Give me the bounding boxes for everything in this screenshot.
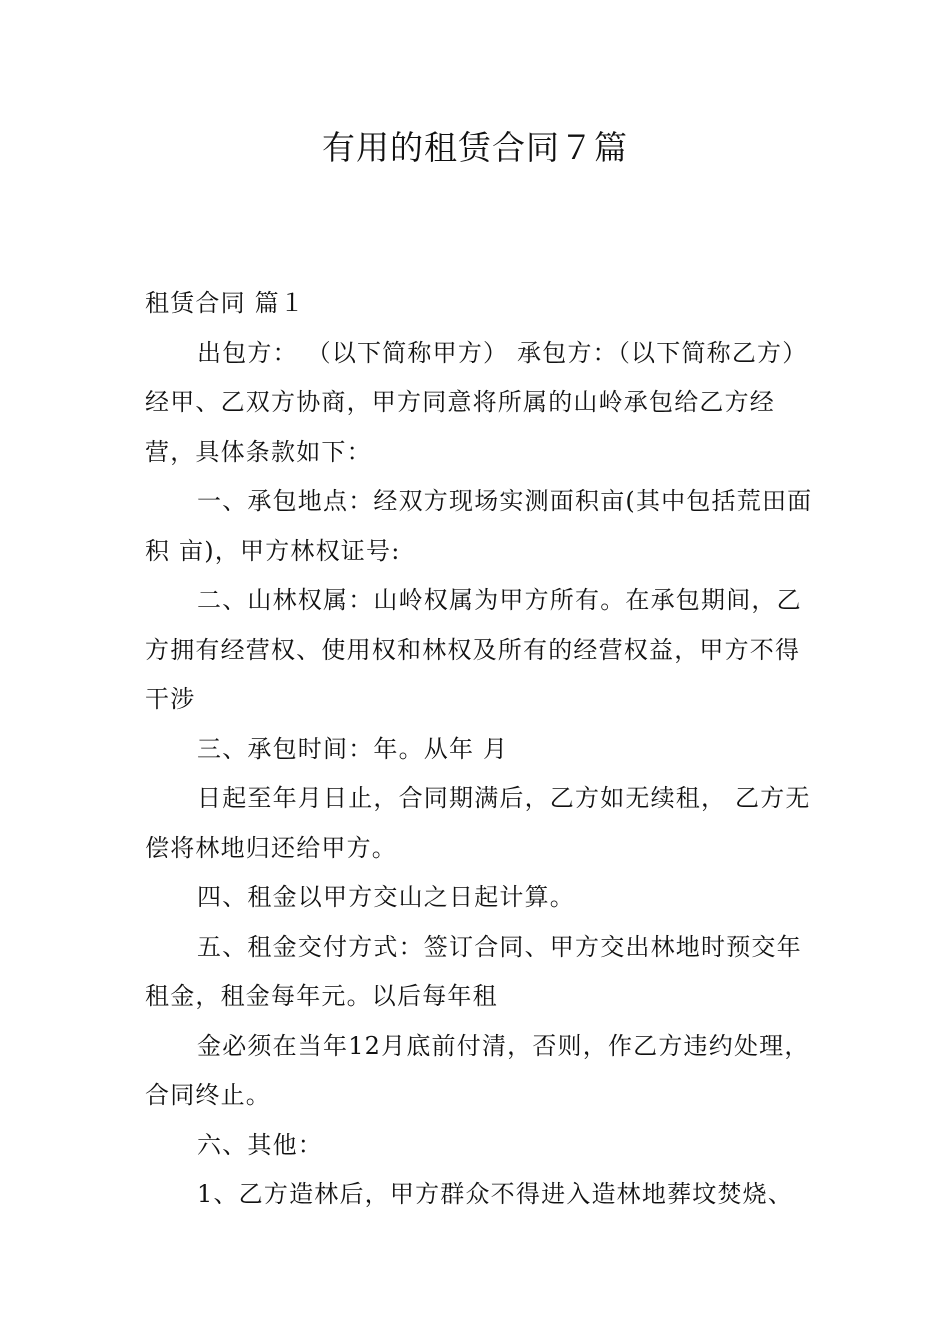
paragraph-parties: 出包方： （以下简称甲方） 承包方：（以下简称乙方）经甲、乙双方协商，甲方同意将所属的山岭承包给乙方经营，具体条款如下： <box>145 338 808 466</box>
document-body <box>145 279 813 1220</box>
section-heading: 租赁合同 篇１ <box>145 289 306 317</box>
paragraph-clause-6-other: 六、其他： <box>197 1130 323 1159</box>
document-title: 有用的租赁合同７篇 <box>322 128 628 167</box>
paragraph-clause-6-item-1: 1、乙方造林后，甲方群众不得进入造林地葬坟焚烧、 <box>197 1180 794 1208</box>
paragraph-clause-1-location: 一、承包地点：经双方现场实测面积亩(其中包括荒田面积 亩)，甲方林权证号: <box>145 487 813 565</box>
paragraph-clause-3-term: 三、承包时间：年。从年 月 <box>197 734 509 763</box>
paragraph-clause-4-rent-start: 四、租金以甲方交山之日起计算。 <box>197 883 575 911</box>
paragraph-clause-2-ownership: 二、山林权属：山岭权属为甲方所有。在承包期间，乙方拥有经营权、使用权和林权及所有的经营权益，甲方不得干涉 <box>145 586 802 713</box>
paragraph-clause-3-term-cont: 日起至年月日止，合同期满后，乙方如无续租， 乙方无偿将林地归还给甲方。 <box>145 784 811 862</box>
paragraph-clause-5-payment-cont: 金必须在当年12月底前付清，否则，作乙方违约处理，合同终止。 <box>145 1031 810 1109</box>
paragraph-clause-5-payment: 五、租金交付方式：签订合同、甲方交出林地时预交年租金，租金每年元。以后每年租 <box>145 932 802 1010</box>
